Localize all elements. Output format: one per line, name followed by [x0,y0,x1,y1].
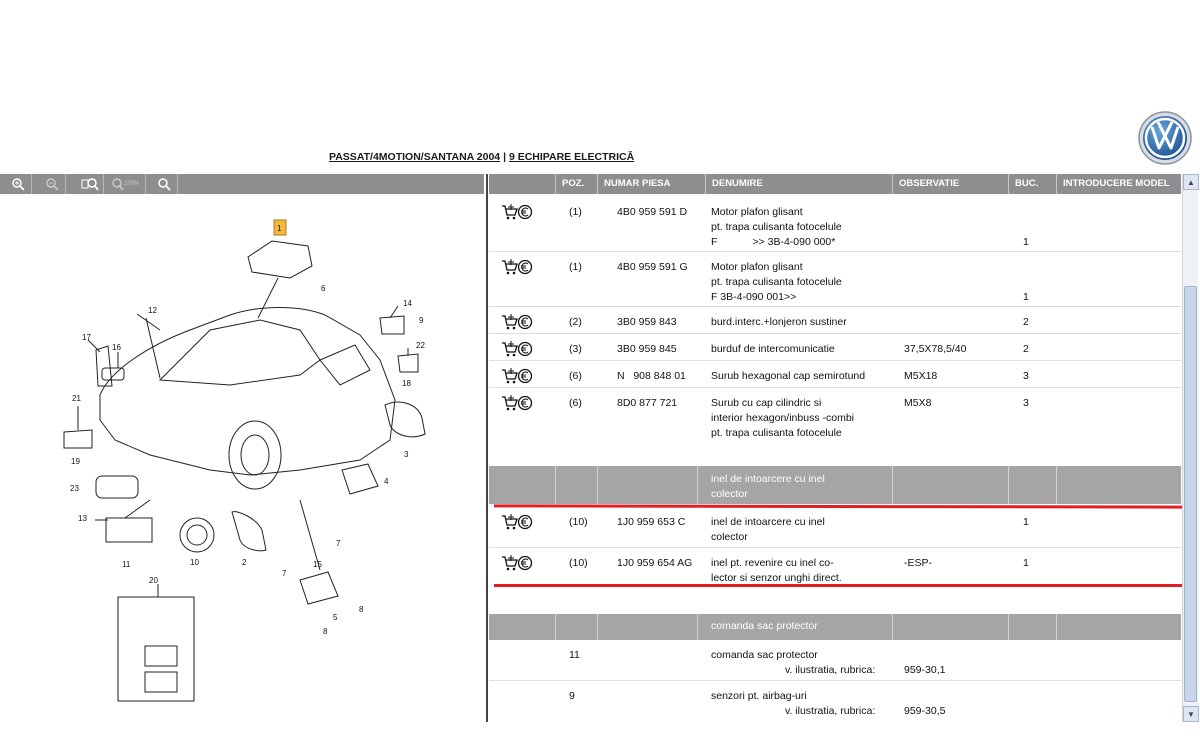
ref-link[interactable]: 959-30,5 [904,705,946,717]
row-qty: 1 [1023,291,1029,303]
name-line: F 3B-4-090 001>> [711,291,797,303]
table-row[interactable] [489,335,1181,361]
callout-6: 6 [321,284,326,293]
car-window [160,320,320,385]
sensor-5 [300,572,338,604]
col-line [1008,614,1009,640]
bellows-2 [232,512,266,551]
row-name [707,253,842,305]
zoom-in-button[interactable] [4,174,32,194]
module-9 [380,316,404,334]
table-row[interactable] [489,641,1181,681]
zoom-out-icon [45,177,59,191]
row-pos: (2) [569,316,582,328]
callout-14: 14 [403,299,412,308]
callout-8b: 8 [323,627,328,636]
panel-divider[interactable] [486,174,488,722]
zoom-100-label: 100% [123,181,139,187]
ref-line [711,704,875,719]
vw-logo [1137,110,1193,166]
row-name [707,508,825,545]
row-qty: 1 [1023,236,1029,248]
name-line: F >> 3B-4-090 000* [711,236,836,248]
row-pos: (1) [569,206,582,218]
row-notes: M5X18 [904,370,938,382]
row-pos: (1) [569,261,582,273]
callout-16: 16 [112,343,121,352]
row-pos: (6) [569,370,582,382]
breadcrumb-separator: | [503,151,507,163]
callout-4: 4 [384,477,389,486]
row-part-no[interactable]: 1J0 959 654 AG [617,557,693,569]
callout-19: 19 [71,457,80,466]
row-pos: 9 [569,690,575,702]
table-row[interactable] [489,362,1181,388]
ref-link[interactable]: 959-30,1 [904,664,946,676]
ref-line [711,663,875,678]
row-qty: 2 [1023,316,1029,328]
name-line: pt. trapa culisanta fotocelule [711,221,842,233]
callout-9: 9 [419,316,424,325]
add-to-cart-icon[interactable] [501,204,533,220]
callout-5: 5 [333,613,338,622]
chevron-up-icon: ▲ [1187,177,1195,187]
search-button[interactable] [150,174,178,194]
section-header [489,466,1181,504]
header-part-no[interactable]: NUMAR PIESA [597,174,705,194]
car-front-hub [241,435,269,475]
table-header [489,174,1181,194]
callout-12: 12 [148,306,157,315]
name-line: inel de intoarcere cu inel [711,516,825,528]
row-name: Surub hexagonal cap semirotund [711,370,866,382]
col-line [597,466,598,504]
leader-line [258,278,278,318]
zoom-100-button[interactable] [110,174,146,194]
car-front-wheel [229,421,281,489]
module-23 [96,476,138,498]
scroll-down-button[interactable] [1183,706,1199,722]
row-qty: 2 [1023,343,1029,355]
position-badge-label: 1 [277,224,282,233]
section-title [707,466,825,502]
col-line [892,466,893,504]
breadcrumb-section-link[interactable]: 9 ECHIPARE ELECTRICĂ [508,151,635,163]
col-line [1056,614,1057,640]
breadcrumb [329,151,634,163]
callout-2: 2 [242,558,247,567]
col-line [697,614,698,640]
col-line [555,466,556,504]
section-title-line: inel de intoarcere cu inel [711,473,825,485]
name-line: Motor plafon glisant [711,206,803,218]
name-line: pt. trapa culisanta fotocelule [711,276,842,288]
exploded-diagram [0,194,484,722]
header-pos[interactable]: POZ. [555,174,597,194]
ref-label: v. ilustratia, rubrica: [785,664,876,676]
section-header [489,614,1181,640]
header-qty[interactable]: BUC. [1008,174,1056,194]
row-pos: (10) [569,557,588,569]
table-row[interactable] [489,508,1181,548]
callout-20: 20 [149,576,158,585]
callout-22: 22 [416,341,425,350]
row-part-no[interactable]: 3B0 959 843 [617,316,677,328]
header-name[interactable]: DENUMIRE [705,174,892,194]
add-to-cart-icon[interactable] [501,555,533,571]
header-notes[interactable]: OBSERVATIE [892,174,1008,194]
name-line: lector si senzor unghi direct. [711,572,842,584]
callout-17: 17 [82,333,91,342]
highlight-line [494,584,1186,587]
table-row[interactable] [489,682,1181,720]
section-title-line: colector [711,488,748,500]
table-scrollbar[interactable] [1182,174,1198,722]
module-4 [342,464,378,494]
row-qty: 1 [1023,516,1029,528]
table-row[interactable] [489,253,1181,307]
row-pos: (6) [569,397,582,409]
callout-3: 3 [404,450,409,459]
scroll-up-button[interactable] [1183,174,1199,190]
callout-13: 13 [78,514,87,523]
zoom-out-button[interactable] [38,174,66,194]
callout-15: 15 [313,560,322,569]
row-name [707,549,842,586]
col-line [555,614,556,640]
leader-11 [125,500,150,518]
add-to-cart-icon[interactable] [501,259,533,275]
row-part-no[interactable]: 1J0 959 653 C [617,516,686,528]
name-line: Surub cu cap cilindric si [711,397,822,409]
row-part-no[interactable]: 8D0 877 721 [617,397,678,409]
callout-21: 21 [72,394,81,403]
car-rear-window [320,345,370,385]
label-sheet-20 [118,597,194,701]
car-body-outline [100,308,395,476]
module-18 [398,354,418,372]
name-line: pt. trapa culisanta fotocelule [711,427,842,439]
row-part-no[interactable]: 4B0 959 591 G [617,261,688,273]
row-name [707,641,875,678]
add-to-cart-icon[interactable] [501,341,533,357]
search-icon [157,177,171,191]
row-pos: (3) [569,343,582,355]
name-line: inel pt. revenire cu inel co- [711,557,834,569]
add-to-cart-icon[interactable] [501,368,533,384]
col-line [892,614,893,640]
row-name [707,198,842,250]
row-part-no[interactable]: 3B0 959 845 [617,343,677,355]
ref-label: v. ilustratia, rubrica: [785,705,876,717]
zoom-fit-button[interactable] [76,174,104,194]
parts-table [489,174,1181,720]
illustration-toolbar [0,174,484,194]
row-notes: -ESP- [904,557,933,569]
table-row[interactable] [489,308,1181,334]
col-line [1056,466,1057,504]
zoom-in-icon [11,177,25,191]
table-row[interactable] [489,549,1181,589]
row-name: burduf de intercomunicatie [711,343,835,355]
row-name [707,389,854,441]
row-notes: 37,5X78,5/40 [904,343,967,355]
row-notes: M5X8 [904,397,932,409]
header-cart [489,174,555,194]
leader-12 [146,318,160,378]
row-pos: 11 [569,649,580,661]
row-part-no[interactable]: 4B0 959 591 D [617,206,688,218]
row-part-no[interactable]: N 908 848 01 [617,370,686,382]
name-line: senzori pt. airbag-uri [711,690,807,702]
name-line: colector [711,531,748,543]
callout-11: 11 [122,560,131,569]
row-name [707,682,875,719]
name-line: comanda sac protector [711,649,818,661]
section-title: comanda sac protector [711,620,818,632]
module-11 [106,518,152,542]
add-to-cart-icon[interactable] [501,514,533,530]
clockspring-10 [180,518,214,552]
name-line: Motor plafon glisant [711,261,803,273]
label-box-a [145,646,177,666]
callout-18: 18 [402,379,411,388]
row-pos: (10) [569,516,588,528]
parts-illustration[interactable] [0,194,484,722]
chevron-down-icon: ▼ [1187,709,1195,719]
clockspring-inner [187,525,207,545]
callout-7a: 7 [336,539,341,548]
scroll-thumb[interactable] [1184,286,1197,702]
table-row[interactable] [489,389,1181,441]
sunroof-motor [248,241,312,278]
callout-7b: 7 [282,569,287,578]
col-line [1008,466,1009,504]
add-to-cart-icon[interactable] [501,314,533,330]
callout-10: 10 [190,558,199,567]
table-row[interactable] [489,198,1181,252]
row-qty: 3 [1023,370,1029,382]
breadcrumb-model-link[interactable]: PASSAT/4MOTION/SANTANA 2004 [329,151,501,163]
sensor-16 [102,368,124,380]
header-model[interactable]: INTRODUCERE MODEL [1056,174,1181,194]
row-qty: 1 [1023,557,1029,569]
col-line [597,614,598,640]
row-name: burd.interc.+lonjeron sustiner [711,316,847,328]
label-box-b [145,672,177,692]
module-19 [64,430,92,448]
name-line: interior hexagon/inbuss -combi [711,412,854,424]
callout-8a: 8 [359,605,364,614]
col-line [697,466,698,504]
zoom-fit-icon [81,177,99,191]
callout-23: 23 [70,484,79,493]
add-to-cart-icon[interactable] [501,395,533,411]
zoom-100-icon [111,177,145,191]
row-qty: 3 [1023,397,1029,409]
